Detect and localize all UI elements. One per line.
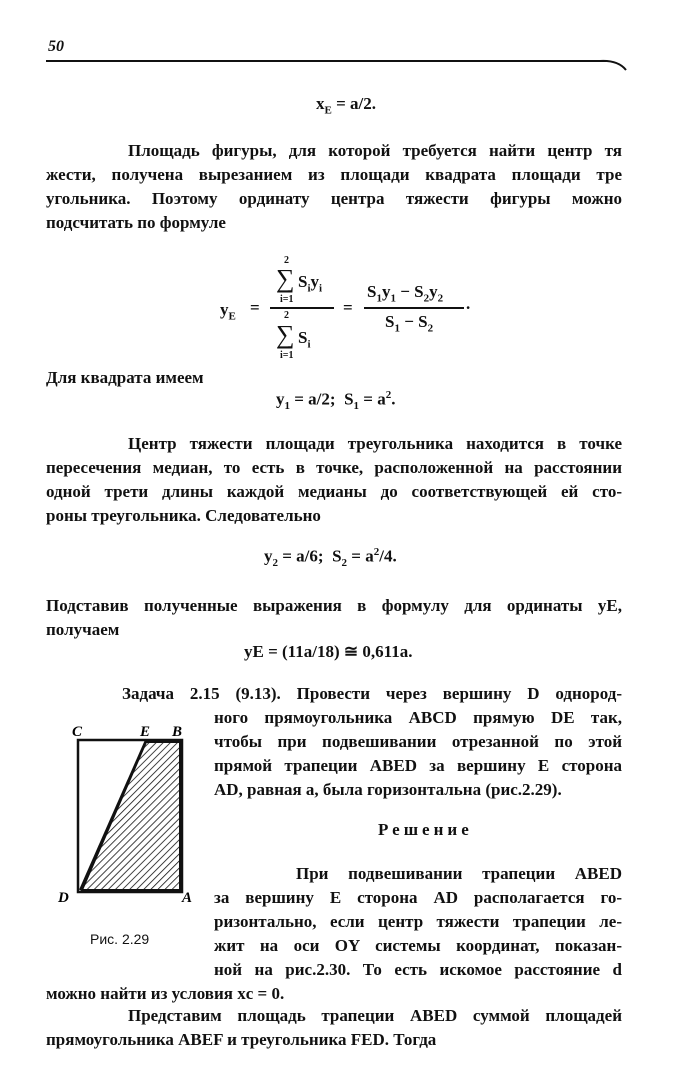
p2-line-2: пересечения медиан, то есть в точке, расположенной на расстоянии bbox=[46, 458, 622, 477]
task-line-1 bbox=[122, 682, 622, 706]
formula-eq2: = bbox=[343, 298, 353, 317]
fraction-bar-1 bbox=[270, 307, 334, 309]
p4-line-5: ной на рис.2.30. То есть искомое расстояние d bbox=[214, 960, 622, 979]
task-line-3: чтобы при подвешивании отрезанной по этой bbox=[214, 732, 622, 751]
label-a: A bbox=[182, 890, 193, 902]
p2-line-1: Центр тяжести площади треугольника находится в точке bbox=[128, 434, 622, 453]
sum-term-num: $S_iy_i$ bbox=[298, 272, 323, 295]
equation-square: $y_1 = a/2$; $S_1 = a^2$. bbox=[276, 389, 396, 413]
paragraph-3 bbox=[46, 594, 622, 642]
figure-caption: Рис. 2.29 bbox=[90, 931, 150, 947]
rhs-numerator: $S_1y_1 - S_2y_2$ bbox=[367, 282, 444, 305]
paragraph-5 bbox=[46, 1004, 622, 1052]
paragraph-4 bbox=[214, 862, 622, 982]
p4-line-4: жит на оси OY системы координат, показан- bbox=[214, 936, 622, 955]
label-d: D bbox=[58, 890, 69, 902]
equation-triangle: $y_2 = a/6$; $S_2 = a^2/4$. bbox=[264, 546, 397, 570]
task-line-5: AD, равная a, была горизонтальна (рис.2.29). bbox=[214, 780, 562, 799]
p3-line-1: Подставив полученные выражения в формулу для ординаты yE, bbox=[46, 596, 622, 615]
p1-line-2: жести, получена вырезанием из площади квадрата площади тре bbox=[46, 165, 622, 184]
header-rule-tail bbox=[600, 56, 630, 74]
label-c: C bbox=[72, 724, 83, 740]
p2-line-3: одной трети длины каждой медианы до соответствующей ей сто- bbox=[46, 482, 622, 501]
trapezoid-abed bbox=[82, 742, 180, 890]
p4-line-6: можно найти из условия xc = 0. bbox=[46, 984, 285, 1003]
task-line-2: ного прямоугольника ABCD прямую DE так, bbox=[214, 708, 622, 727]
formula-end: . bbox=[466, 294, 471, 313]
p5-line-1: Представим площадь трапеции ABED суммой площадей bbox=[128, 1006, 622, 1025]
sum-lower-2: i=1 bbox=[280, 350, 294, 361]
label-b: B bbox=[172, 724, 183, 740]
p5-line-2: прямоугольника ABEF и треугольника FED. Тогда bbox=[46, 1030, 437, 1049]
solution-heading: Решение bbox=[378, 820, 473, 839]
square-label: Для квадрата имеем bbox=[46, 368, 204, 387]
task-line-1-text: Провести через вершину D однород- bbox=[296, 684, 623, 703]
formula-eq1: = bbox=[250, 298, 260, 317]
p4-line-2: за вершину E сторона AD располагается го- bbox=[214, 888, 622, 907]
sum-upper-2: 2 bbox=[284, 310, 289, 321]
p3-line-2: получаем bbox=[46, 620, 120, 639]
p1-line-4: подсчитать по формуле bbox=[46, 213, 226, 232]
page-number: 50 bbox=[48, 38, 64, 55]
sigma-2: ∑ bbox=[276, 320, 295, 349]
sigma-1: ∑ bbox=[276, 264, 295, 293]
sum-upper-1: 2 bbox=[284, 255, 289, 266]
task-line-4: прямой трапеции ABED за вершину E сторона bbox=[214, 756, 622, 775]
p1-line-3: угольника. Поэтому ординату центра тяжести фигуры можно bbox=[46, 189, 622, 208]
header-rule bbox=[46, 60, 606, 62]
sum-lower-1: i=1 bbox=[280, 294, 294, 305]
paragraph-2 bbox=[46, 432, 622, 528]
p4-line-3: ризонтально, если центр тяжести трапеции ле- bbox=[214, 912, 622, 931]
formula-ye bbox=[0, 250, 680, 365]
rhs-denominator: $S_1 - S_2$ bbox=[385, 312, 434, 335]
figure-2-29 bbox=[56, 722, 196, 902]
p4-line-1: При подвешивании трапеции ABED bbox=[296, 864, 622, 883]
fraction-bar-2 bbox=[364, 307, 464, 309]
p2-line-4: роны треугольника. Следовательно bbox=[46, 506, 321, 525]
label-e: E bbox=[140, 724, 151, 740]
task-body bbox=[214, 706, 622, 802]
task-title: Задача 2.15 (9.13). bbox=[122, 684, 281, 703]
sum-term-den: $S_i$ bbox=[298, 328, 311, 351]
task-block bbox=[122, 682, 622, 706]
equation-result: yE = (11a/18) ≅ 0,611a. bbox=[244, 642, 413, 661]
paragraph-1 bbox=[46, 139, 622, 235]
formula-lhs: $y_E$ bbox=[220, 300, 236, 323]
p1-line-1: Площадь фигуры, для которой требуется найти центр тя bbox=[128, 141, 622, 160]
equation-xe: $x_E = a/2$. bbox=[316, 94, 377, 117]
